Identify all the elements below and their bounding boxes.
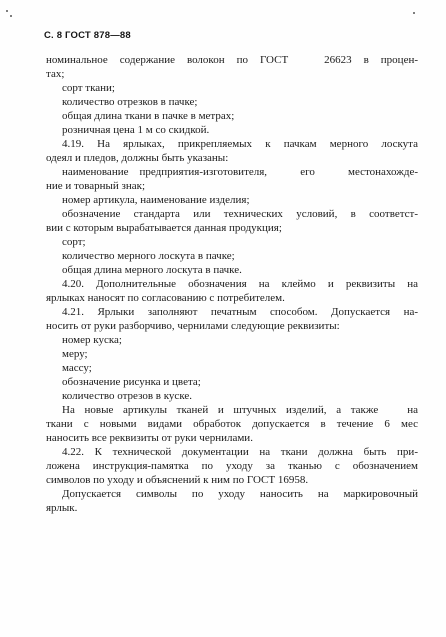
text-line: ярлыках наносят по согласованию с потребителем. <box>46 292 285 304</box>
clause-4-22: 4.22. К технической документации на ткани должна быть при- <box>62 446 418 458</box>
text-line: Допускается символы по уходу наносить на маркировочный <box>62 488 418 500</box>
text-line: ярлык. <box>46 502 78 514</box>
text-line: общая длина мерного лоскута в пачке. <box>62 264 242 276</box>
text-line: обозначение рисунка и цвета; <box>62 376 201 388</box>
text-line: обозначение стандарта или технических условий, в соответст- <box>62 208 418 220</box>
text-line: На новые артикулы тканей и штучных изделий, а также на <box>62 404 418 416</box>
text-line: символов по уходу и объяснений к ним по ГОСТ 16958. <box>46 474 309 486</box>
text-line: сорт ткани; <box>62 82 115 94</box>
clause-4-19: 4.19. На ярлыках, прикрепляемых к пачкам мерного лоскута <box>62 138 418 150</box>
scan-speck <box>10 15 12 17</box>
text-line: номер куска; <box>62 334 122 346</box>
text-line: розничная цена 1 м со скидкой. <box>62 124 210 136</box>
text-line: ложена инструкция-памятка по уходу за тканью с обозначением <box>46 460 418 472</box>
scan-speck <box>6 10 8 12</box>
text-line: сорт; <box>62 236 86 248</box>
text-line: наносить все реквизиты от руки чернилами. <box>46 432 253 444</box>
text-line: вии с которым вырабатывается данная продукция; <box>46 222 282 234</box>
text-line: количество отрезков в пачке; <box>62 96 198 108</box>
text-line: массу; <box>62 362 92 374</box>
scan-speck <box>413 12 415 14</box>
text-line: общая длина ткани в пачке в метрах; <box>62 110 235 122</box>
text-line: носить от руки разборчиво, чернилами следующие реквизиты: <box>46 320 340 332</box>
text-line: количество отрезов в куске. <box>62 390 193 402</box>
text-line: тах; <box>46 68 65 80</box>
page-header: С. 8 ГОСТ 878—88 <box>44 30 131 41</box>
text-line: количество мерного лоскута в пачке; <box>62 250 235 262</box>
clause-4-20: 4.20. Дополнительные обозначения на клеймо и реквизиты на <box>62 278 418 290</box>
text-line: меру; <box>62 348 88 360</box>
text-line: номинальное содержание волокон по ГОСТ 26623 в процен- <box>46 54 418 66</box>
text-line: ние и товарный знак; <box>46 180 146 192</box>
text-line: номер артикула, наименование изделия; <box>62 194 250 206</box>
clause-4-21: 4.21. Ярлыки заполняют печатным способом. Допускается на- <box>62 306 418 318</box>
text-line: одеял и пледов, должны быть указаны: <box>46 152 229 164</box>
text-line: наименование предприятия-изготовителя, его местонахожде- <box>62 166 418 178</box>
text-line: ткани с новыми видами обработок допускается в течение 6 мес <box>46 418 418 430</box>
